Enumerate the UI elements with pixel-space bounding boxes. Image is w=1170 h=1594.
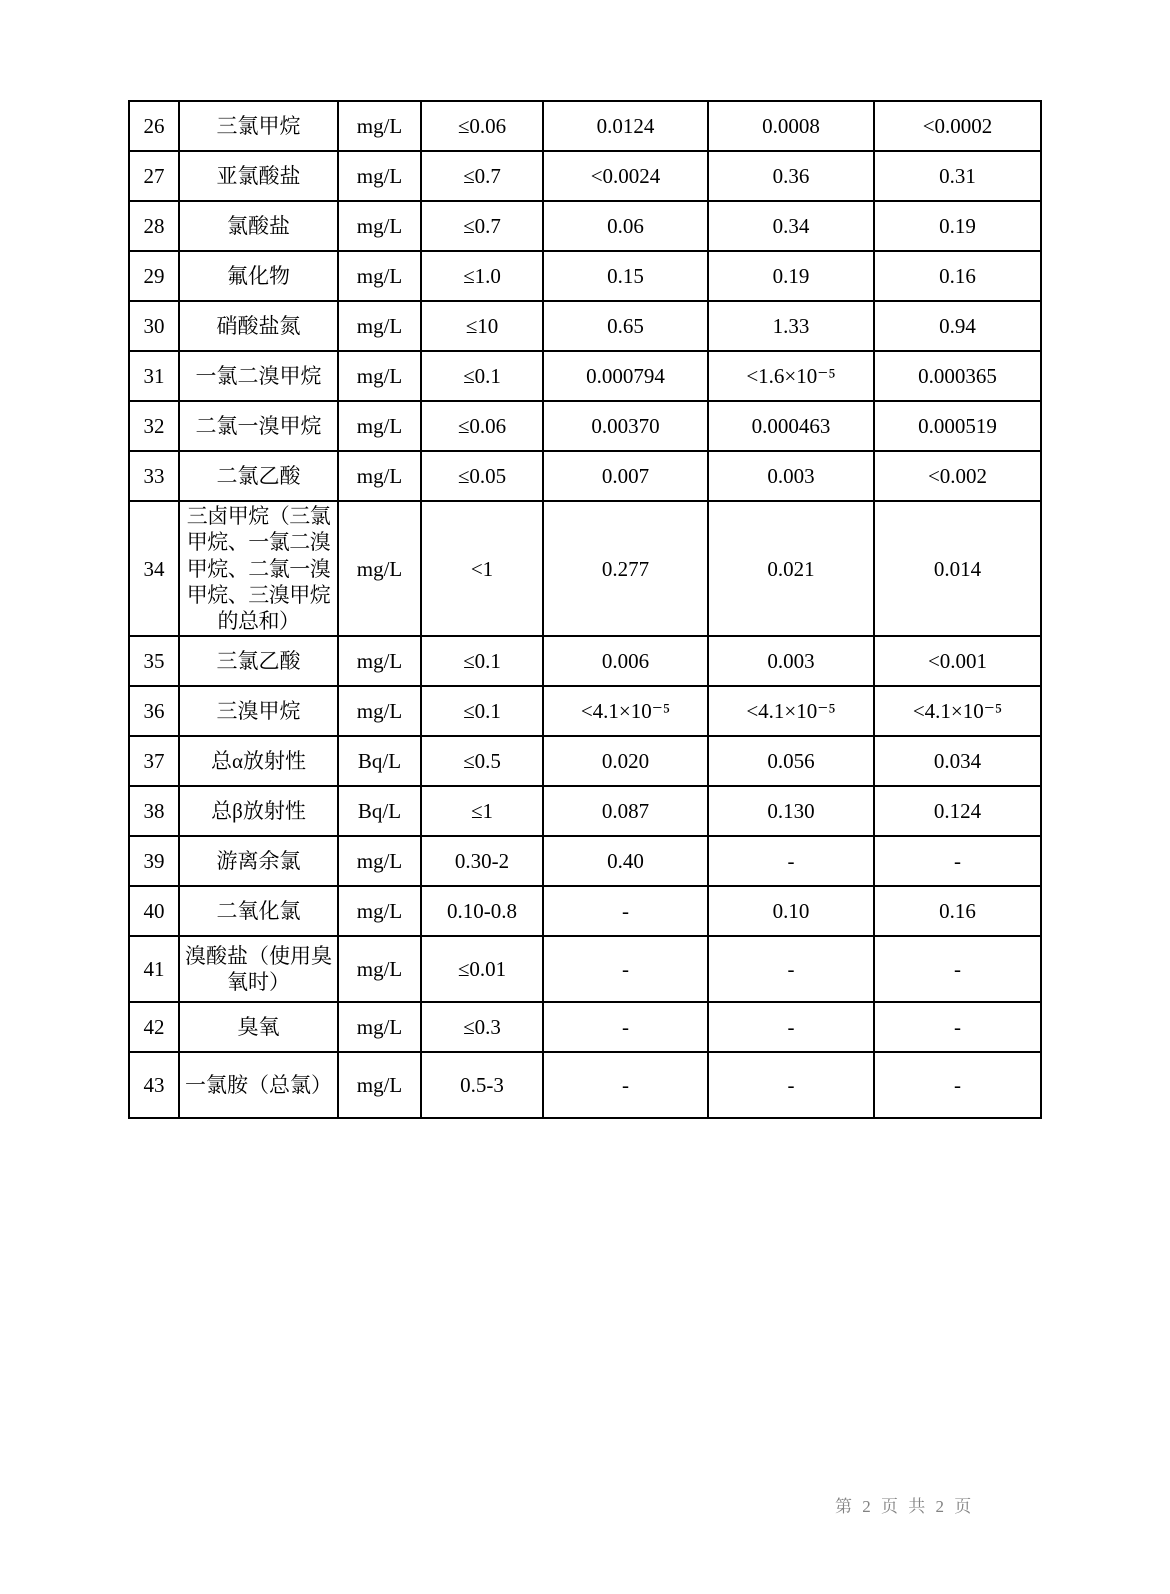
cell-result-1: 0.020 (543, 736, 708, 786)
cell-result-3: 0.014 (874, 501, 1041, 636)
cell-parameter: 二氧化氯 (179, 886, 338, 936)
cell-result-3: 0.16 (874, 886, 1041, 936)
cell-parameter: 溴酸盐（使用臭氧时） (179, 936, 338, 1002)
cell-unit: mg/L (338, 351, 421, 401)
cell-index: 42 (129, 1002, 179, 1052)
cell-unit: mg/L (338, 836, 421, 886)
cell-index: 32 (129, 401, 179, 451)
cell-limit: ≤0.3 (421, 1002, 543, 1052)
cell-result-3: 0.000365 (874, 351, 1041, 401)
page-number-footer: 第 2 页 共 2 页 (835, 1497, 975, 1516)
cell-unit: mg/L (338, 636, 421, 686)
table-row (129, 786, 1041, 836)
cell-limit: ≤1 (421, 786, 543, 836)
cell-result-1: 0.40 (543, 836, 708, 886)
cell-index: 28 (129, 201, 179, 251)
cell-result-3: - (874, 1052, 1041, 1118)
cell-index: 43 (129, 1052, 179, 1118)
cell-parameter: 二氯一溴甲烷 (179, 401, 338, 451)
cell-result-1: 0.00370 (543, 401, 708, 451)
cell-result-3: 0.000519 (874, 401, 1041, 451)
cell-result-1: 0.006 (543, 636, 708, 686)
cell-result-1: <4.1×10⁻⁵ (543, 686, 708, 736)
cell-limit: 0.10-0.8 (421, 886, 543, 936)
cell-parameter: 硝酸盐氮 (179, 301, 338, 351)
cell-index: 36 (129, 686, 179, 736)
cell-result-1: - (543, 1052, 708, 1118)
cell-parameter: 总β放射性 (179, 786, 338, 836)
cell-unit: mg/L (338, 151, 421, 201)
cell-result-2: 0.003 (708, 636, 874, 686)
cell-result-2: 0.19 (708, 251, 874, 301)
cell-unit: mg/L (338, 686, 421, 736)
cell-unit: mg/L (338, 451, 421, 501)
cell-index: 37 (129, 736, 179, 786)
cell-parameter: 三氯乙酸 (179, 636, 338, 686)
cell-unit: mg/L (338, 501, 421, 636)
cell-result-3: - (874, 836, 1041, 886)
cell-result-2: 1.33 (708, 301, 874, 351)
table-row (129, 636, 1041, 686)
cell-result-3: <4.1×10⁻⁵ (874, 686, 1041, 736)
cell-result-3: 0.19 (874, 201, 1041, 251)
cell-unit: Bq/L (338, 786, 421, 836)
cell-limit: ≤0.1 (421, 686, 543, 736)
cell-index: 31 (129, 351, 179, 401)
cell-result-1: 0.06 (543, 201, 708, 251)
cell-result-2: - (708, 1052, 874, 1118)
cell-limit: 0.30-2 (421, 836, 543, 886)
cell-index: 29 (129, 251, 179, 301)
cell-result-3: <0.0002 (874, 101, 1041, 151)
table-row (129, 151, 1041, 201)
cell-result-2: 0.000463 (708, 401, 874, 451)
cell-result-1: 0.087 (543, 786, 708, 836)
cell-unit: mg/L (338, 301, 421, 351)
cell-result-1: 0.000794 (543, 351, 708, 401)
table-row (129, 886, 1041, 936)
cell-unit: mg/L (338, 101, 421, 151)
cell-limit: ≤0.01 (421, 936, 543, 1002)
cell-unit: mg/L (338, 1052, 421, 1118)
table-row (129, 351, 1041, 401)
cell-result-3: 0.124 (874, 786, 1041, 836)
cell-limit: ≤0.05 (421, 451, 543, 501)
cell-result-2: - (708, 1002, 874, 1052)
cell-limit: ≤0.1 (421, 636, 543, 686)
cell-limit: 0.5-3 (421, 1052, 543, 1118)
cell-parameter: 一氯二溴甲烷 (179, 351, 338, 401)
cell-index: 35 (129, 636, 179, 686)
cell-result-3: 0.16 (874, 251, 1041, 301)
cell-result-1: - (543, 936, 708, 1002)
cell-parameter: 游离余氯 (179, 836, 338, 886)
cell-limit: ≤0.06 (421, 401, 543, 451)
table-row (129, 501, 1041, 636)
cell-parameter: 二氯乙酸 (179, 451, 338, 501)
cell-index: 26 (129, 101, 179, 151)
cell-index: 34 (129, 501, 179, 636)
table-row (129, 101, 1041, 151)
table-row (129, 251, 1041, 301)
cell-limit: ≤1.0 (421, 251, 543, 301)
cell-result-1: - (543, 1002, 708, 1052)
cell-parameter: 亚氯酸盐 (179, 151, 338, 201)
cell-result-1: <0.0024 (543, 151, 708, 201)
cell-index: 30 (129, 301, 179, 351)
cell-parameter: 三氯甲烷 (179, 101, 338, 151)
cell-unit: mg/L (338, 251, 421, 301)
cell-result-2: 0.056 (708, 736, 874, 786)
cell-result-1: 0.277 (543, 501, 708, 636)
table-row (129, 401, 1041, 451)
cell-parameter: 三溴甲烷 (179, 686, 338, 736)
cell-result-2: 0.0008 (708, 101, 874, 151)
cell-result-1: 0.0124 (543, 101, 708, 151)
cell-unit: Bq/L (338, 736, 421, 786)
cell-result-2: <4.1×10⁻⁵ (708, 686, 874, 736)
cell-result-1: 0.007 (543, 451, 708, 501)
table-row (129, 201, 1041, 251)
cell-index: 38 (129, 786, 179, 836)
cell-result-2: 0.021 (708, 501, 874, 636)
cell-index: 41 (129, 936, 179, 1002)
cell-limit: ≤10 (421, 301, 543, 351)
water-quality-results-table (128, 100, 1042, 1119)
cell-result-2: 0.34 (708, 201, 874, 251)
cell-limit: ≤0.06 (421, 101, 543, 151)
cell-parameter: 三卤甲烷（三氯甲烷、一氯二溴甲烷、二氯一溴甲烷、三溴甲烷的总和） (179, 501, 338, 636)
cell-result-1: - (543, 886, 708, 936)
table-row (129, 451, 1041, 501)
table-row (129, 936, 1041, 1002)
table-row (129, 1052, 1041, 1118)
cell-result-3: - (874, 936, 1041, 1002)
cell-limit: <1 (421, 501, 543, 636)
cell-unit: mg/L (338, 401, 421, 451)
cell-limit: ≤0.1 (421, 351, 543, 401)
table-row (129, 836, 1041, 886)
cell-result-2: - (708, 936, 874, 1002)
table-row (129, 736, 1041, 786)
cell-index: 40 (129, 886, 179, 936)
cell-result-1: 0.65 (543, 301, 708, 351)
cell-limit: ≤0.7 (421, 151, 543, 201)
cell-result-3: - (874, 1002, 1041, 1052)
cell-unit: mg/L (338, 936, 421, 1002)
cell-index: 33 (129, 451, 179, 501)
cell-result-3: <0.001 (874, 636, 1041, 686)
cell-result-3: <0.002 (874, 451, 1041, 501)
cell-result-2: 0.130 (708, 786, 874, 836)
cell-result-3: 0.034 (874, 736, 1041, 786)
cell-index: 27 (129, 151, 179, 201)
cell-result-2: 0.003 (708, 451, 874, 501)
table-row (129, 1002, 1041, 1052)
cell-result-2: <1.6×10⁻⁵ (708, 351, 874, 401)
cell-parameter: 氯酸盐 (179, 201, 338, 251)
cell-result-3: 0.31 (874, 151, 1041, 201)
cell-unit: mg/L (338, 886, 421, 936)
cell-parameter: 氟化物 (179, 251, 338, 301)
cell-limit: ≤0.7 (421, 201, 543, 251)
cell-result-2: - (708, 836, 874, 886)
cell-limit: ≤0.5 (421, 736, 543, 786)
cell-result-1: 0.15 (543, 251, 708, 301)
table-row (129, 301, 1041, 351)
cell-result-3: 0.94 (874, 301, 1041, 351)
cell-parameter: 总α放射性 (179, 736, 338, 786)
cell-unit: mg/L (338, 201, 421, 251)
cell-result-2: 0.36 (708, 151, 874, 201)
cell-parameter: 一氯胺（总氯） (179, 1052, 338, 1118)
cell-index: 39 (129, 836, 179, 886)
cell-result-2: 0.10 (708, 886, 874, 936)
cell-parameter: 臭氧 (179, 1002, 338, 1052)
cell-unit: mg/L (338, 1002, 421, 1052)
table-row (129, 686, 1041, 736)
